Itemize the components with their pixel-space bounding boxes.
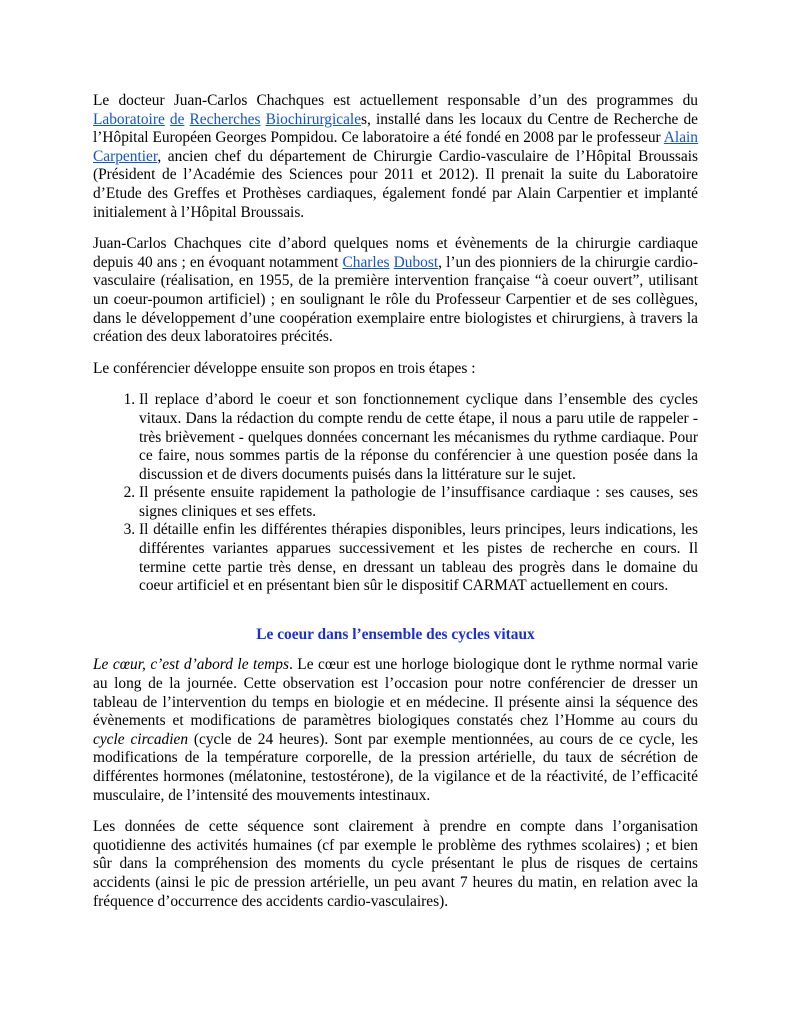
section-title: Le coeur dans l’ensemble des cycles vitaux [256,625,535,643]
section-paragraph-2: Les données de cette séquence sont clairement à prendre en compte dans l’organisation quotidienne des activités humaines (cf par exemple le problème des rythmes scolaires) ; et bien sûr dans la compréhension des moments du cycle présentant le plus de risques de certains accidents (ainsi le pic de pression artérielle, un peu avant 7 heures du matin, en relation avec la fréquence d’occurrence des accidents cardio-vasculaires). [93,818,698,910]
link-de[interactable]: de [169,110,185,128]
paragraph-text: Le docteur Juan-Carlos Chachques est actuellement responsable d’un des programmes du [93,92,698,109]
paragraph-text: . Le cœur est une horloge biologique dont le rythme normal varie au long de la journée. Cette observation est l’occasion pour notre conférencier de dresser un tableau de l’intervention du temps en biologie et en médecine. Il présente ainsi la séquence des évènements et modifications de paramètres biologiques constatés chez l’Homme au cours du [93,656,698,730]
link-carpentier[interactable]: Carpentier [93,147,158,165]
list-item: 3. Il détaille enfin les différentes thérapies disponibles, leurs principes, leurs indications, les différentes variantes apparues successivement et les pistes de recherche en cours. Il termine cette partie très dense, en dressant un tableau des progrès dans le domaine du coeur artificiel et en présentant bien sûr le dispositif CARMAT actuellement en cours. [139,521,698,595]
paragraph-text: , l’un des pionniers de la chirurgie cardio-vasculaire (réalisation, en 1955, de la première intervention française “à coeur ouvert”, utilisant un coeur-poumon artificiel) ; en soulignant le rôle du Professeur Carpentier et de ses collègues, dans le développement d’une coopération exemplaire entre biologistes et chirurgiens, à travers la création des deux laboratoires précités. [93,253,698,346]
list-item: 1. Il replace d’abord le coeur et son fonctionnement cyclique dans l’ensemble des cycles vitaux. Dans la rédaction du compte rendu de cette étape, il nous a paru utile de rappeler - très brièvement - quelques données concernant les mécanismes du rythme cardiaque. Pour ce faire, nous sommes partis de la réponse du conférencier à une question posée dans la discussion et de divers documents puisés dans la littérature sur le sujet. [139,391,698,484]
intro-paragraph-3: Le conférencier développe ensuite son propos en trois étapes : [93,359,476,377]
section-paragraph-1 [93,656,698,805]
link-laboratoire[interactable]: Laboratoire [93,110,165,128]
paragraph-text: (cycle de 24 heures). Sont par exemple mentionnées, au cours de ce cycle, les modifications de la température corporelle, de la pression artérielle, du taux de sécrétion de différentes hormones (mélatonine, testostérone), de la vigilance et de la réactivité, de l’efficacité musculaire, de l’intensité des mouvements intestinaux. [93,730,698,804]
italic-text: Le cœur, c’est d’abord le temps [93,656,289,674]
steps-list [93,391,698,596]
link-charles[interactable]: Charles [342,253,390,271]
list-item: 2. Il présente ensuite rapidement la pathologie de l’insuffisance cardiaque : ses causes, ses signes cliniques et ses effets. [139,484,698,521]
paragraph-text: s, installé dans les locaux du Centre de Recherche de l’Hôpital Européen Georges Pompidou. Ce laboratoire a été fondé en 2008 par le professeur [93,110,698,147]
italic-text: cycle circadien [93,730,189,748]
link-biochirurgicale[interactable]: Biochirurgicale [265,110,362,128]
intro-paragraph-1 [93,92,698,222]
spacer [93,596,698,626]
paragraph-text: Juan-Carlos Chachques cite d’abord quelques noms et évènements de la chirurgie cardiaque depuis 40 ans ; en évoquant notamment [93,235,698,271]
link-dubost[interactable]: Dubost [393,253,439,271]
intro-paragraph-2 [93,235,698,347]
link-recherches[interactable]: Recherches [189,110,261,128]
link-alain[interactable]: Alain [663,129,698,147]
paragraph-text: , ancien chef du département de Chirurgie Cardio-vasculaire de l’Hôpital Broussais (Président de l’Académie des Sciences pour 2011 et 2012). Il prenait la suite du Laboratoire d’Etude des Greffes et Prothèses cardiaques, également fondé par Alain Carpentier et implanté initialement à l’Hôpital Broussais. [93,147,698,221]
